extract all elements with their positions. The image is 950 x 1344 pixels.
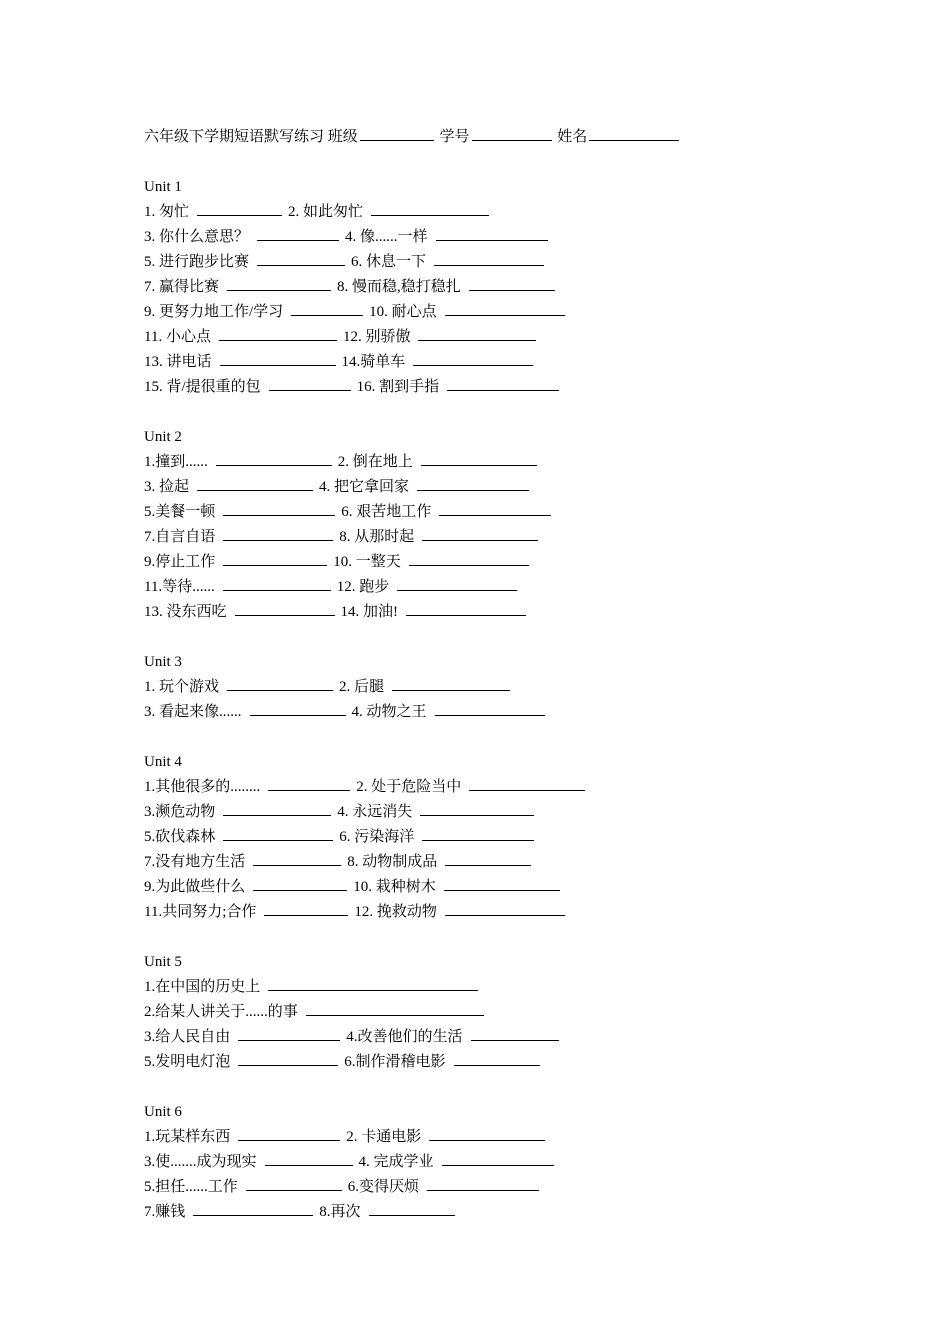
phrase-item — [144, 1175, 344, 1200]
phrase-label: 4.改善他们的生活 — [346, 1029, 463, 1045]
phrase-item — [369, 300, 567, 325]
phrase-label: 8. 慢而稳,稳打稳扎 — [337, 279, 461, 295]
phrase-label: 7. 赢得比赛 — [144, 279, 220, 295]
phrase-row — [144, 525, 844, 550]
phrase-item — [144, 550, 329, 575]
answer-blank[interactable] — [445, 864, 531, 866]
phrase-label: 1. 匆忙 — [144, 204, 190, 220]
phrase-item — [351, 250, 546, 275]
answer-blank[interactable] — [257, 239, 339, 241]
answer-blank[interactable] — [444, 889, 560, 891]
phrase-label: 1.玩某样东西 — [144, 1129, 231, 1145]
phrase-label: 7.赚钱 — [144, 1204, 186, 1220]
answer-blank[interactable] — [454, 1064, 540, 1066]
phrase-item — [144, 900, 350, 925]
answer-blank[interactable] — [442, 1164, 554, 1166]
phrase-row — [144, 1150, 844, 1175]
phrase-label: 7.没有地方生活 — [144, 854, 246, 870]
phrase-item — [144, 300, 365, 325]
phrase-row — [144, 500, 844, 525]
phrase-row — [144, 200, 844, 225]
phrase-item — [346, 1125, 547, 1150]
phrase-label: 8. 从那时起 — [339, 529, 415, 545]
phrase-row — [144, 775, 844, 800]
phrase-label: 1.其他很多的........ — [144, 779, 261, 795]
phrase-label: 2. 倒在地上 — [337, 454, 413, 470]
answer-blank[interactable] — [246, 1189, 342, 1191]
answer-blank[interactable] — [417, 489, 529, 491]
phrase-item — [144, 200, 284, 225]
answer-blank[interactable] — [421, 464, 537, 466]
unit-title: Unit 5 — [144, 954, 182, 970]
answer-blank[interactable] — [409, 564, 529, 566]
unit-section — [144, 425, 844, 625]
answer-blank[interactable] — [427, 1189, 539, 1191]
phrase-item — [144, 600, 337, 625]
phrase-label: 9.为此做些什么 — [144, 879, 246, 895]
phrase-item — [144, 675, 335, 700]
phrase-item — [339, 825, 536, 850]
phrase-label: 5.砍伐森林 — [144, 829, 216, 845]
class-blank[interactable] — [360, 139, 434, 141]
phrase-row — [144, 350, 844, 375]
phrase-item — [341, 600, 529, 625]
answer-blank[interactable] — [227, 289, 331, 291]
answer-blank[interactable] — [445, 314, 565, 316]
worksheet-page — [144, 125, 844, 1225]
phrase-row — [144, 1125, 844, 1150]
phrase-item — [346, 1025, 560, 1050]
phrase-item — [144, 275, 333, 300]
answer-blank[interactable] — [238, 1039, 340, 1041]
phrase-label: 4. 像......一样 — [345, 229, 428, 245]
phrase-label: 2. 如此匆忙 — [288, 204, 364, 220]
phrase-label: 10. 耐心点 — [369, 304, 437, 320]
phrase-row — [144, 275, 844, 300]
unit-section — [144, 175, 844, 400]
phrase-item — [354, 900, 567, 925]
phrase-item — [352, 700, 547, 725]
phrase-item — [144, 1000, 486, 1025]
answer-blank[interactable] — [418, 339, 536, 341]
answer-blank[interactable] — [435, 714, 545, 716]
phrase-label: 3. 你什么意思？ — [144, 229, 250, 245]
worksheet-title: 六年级下学期短语默写练习 — [144, 129, 325, 145]
answer-blank[interactable] — [413, 364, 533, 366]
unit-section — [144, 1100, 844, 1225]
phrase-label: 4. 永远消失 — [337, 804, 413, 820]
answer-blank[interactable] — [223, 589, 331, 591]
number-blank[interactable] — [472, 139, 552, 141]
answer-blank[interactable] — [397, 589, 517, 591]
phrase-item — [337, 275, 557, 300]
phrase-label: 10. 一整天 — [333, 554, 401, 570]
phrase-item — [144, 225, 341, 250]
answer-blank[interactable] — [257, 264, 345, 266]
phrase-row — [144, 375, 844, 400]
answer-blank[interactable] — [223, 539, 333, 541]
phrase-row — [144, 1200, 844, 1225]
phrase-row — [144, 300, 844, 325]
phrase-label: 1.在中国的历史上 — [144, 979, 261, 995]
phrase-item — [348, 1175, 541, 1200]
phrase-item — [144, 250, 347, 275]
phrase-item — [144, 1150, 355, 1175]
phrase-row — [144, 475, 844, 500]
phrase-item — [347, 850, 533, 875]
phrase-label: 4. 动物之王 — [351, 704, 427, 720]
phrase-label: 11.等待...... — [144, 579, 215, 595]
phrase-item — [144, 350, 338, 375]
phrase-label: 2. 卡通电影 — [346, 1129, 422, 1145]
phrase-row — [144, 575, 844, 600]
phrase-item — [144, 525, 335, 550]
phrase-item — [344, 1050, 541, 1075]
phrase-item — [144, 575, 333, 600]
phrase-item — [144, 450, 334, 475]
phrase-item — [341, 500, 553, 525]
phrase-label: 1. 玩个游戏 — [144, 679, 220, 695]
phrase-row — [144, 850, 844, 875]
phrase-item — [144, 700, 348, 725]
unit-title: Unit 2 — [144, 429, 182, 445]
phrase-item — [144, 975, 480, 1000]
unit-section — [144, 950, 844, 1075]
answer-blank[interactable] — [447, 389, 559, 391]
phrase-label: 4. 完成学业 — [358, 1154, 434, 1170]
answer-blank[interactable] — [436, 239, 548, 241]
phrase-row — [144, 800, 844, 825]
phrase-label: 1.撞到...... — [144, 454, 208, 470]
phrase-label: 5.美餐一顿 — [144, 504, 216, 520]
answer-blank[interactable] — [420, 814, 534, 816]
answer-blank[interactable] — [439, 514, 551, 516]
answer-blank[interactable] — [223, 564, 327, 566]
phrase-item — [144, 875, 349, 900]
phrase-row — [144, 875, 844, 900]
phrase-row — [144, 1175, 844, 1200]
unit-title: Unit 1 — [144, 179, 182, 195]
phrase-label: 3.濒危动物 — [144, 804, 216, 820]
phrase-label: 11.共同努力;合作 — [144, 904, 257, 920]
phrase-label: 3. 看起来像...... — [144, 704, 242, 720]
phrase-row — [144, 1000, 844, 1025]
number-label: 学号 — [439, 129, 470, 145]
phrase-label: 15. 背/提很重的包 — [144, 379, 261, 395]
answer-blank[interactable] — [434, 264, 544, 266]
phrase-item — [356, 775, 587, 800]
phrase-item — [144, 325, 339, 350]
answer-blank[interactable] — [238, 1064, 338, 1066]
answer-blank[interactable] — [253, 889, 347, 891]
answer-blank[interactable] — [371, 214, 489, 216]
answer-blank[interactable] — [250, 714, 346, 716]
answer-blank[interactable] — [223, 814, 331, 816]
phrase-label: 6. 艰苦地工作 — [341, 504, 432, 520]
phrase-item — [342, 350, 536, 375]
class-label: 班级 — [327, 129, 358, 145]
phrase-row — [144, 450, 844, 475]
phrase-label: 2.给某人讲关于......的事 — [144, 1004, 298, 1020]
phrase-label: 4. 把它拿回家 — [319, 479, 410, 495]
phrase-row — [144, 700, 844, 725]
phrase-item — [144, 775, 352, 800]
answer-blank[interactable] — [265, 1164, 353, 1166]
phrase-label: 3.使.......成为现实 — [144, 1154, 257, 1170]
phrase-item — [353, 875, 562, 900]
answer-blank[interactable] — [269, 389, 351, 391]
phrase-row — [144, 325, 844, 350]
answer-blank[interactable] — [253, 864, 341, 866]
phrase-item — [359, 1150, 556, 1175]
name-label: 姓名 — [557, 129, 588, 145]
phrase-item — [144, 375, 353, 400]
phrase-item — [337, 575, 520, 600]
phrase-label: 12. 跑步 — [336, 579, 390, 595]
answer-blank[interactable] — [429, 1139, 545, 1141]
phrase-label: 8.再次 — [319, 1204, 361, 1220]
unit-section — [144, 650, 844, 725]
phrase-label: 8. 动物制成品 — [347, 854, 438, 870]
answer-blank[interactable] — [469, 289, 555, 291]
phrase-label: 5.发明电灯泡 — [144, 1054, 231, 1070]
phrase-label: 12. 别骄傲 — [342, 329, 411, 345]
phrase-label: 2. 处于危险当中 — [356, 779, 462, 795]
phrase-item — [339, 675, 512, 700]
unit-title: Unit 3 — [144, 654, 182, 670]
answer-blank[interactable] — [219, 339, 337, 341]
phrase-label: 6.变得厌烦 — [347, 1179, 420, 1195]
phrase-label: 3. 捡起 — [144, 479, 190, 495]
phrase-label: 5. 进行跑步比赛 — [144, 254, 250, 270]
phrase-label: 16. 割到手指 — [356, 379, 440, 395]
phrase-label: 6. 休息一下 — [351, 254, 427, 270]
phrase-label: 13. 没东西吃 — [144, 604, 227, 620]
answer-blank[interactable] — [193, 1214, 313, 1216]
phrase-row — [144, 250, 844, 275]
worksheet-header — [144, 125, 844, 150]
unit-title: Unit 6 — [144, 1104, 182, 1120]
phrase-item — [319, 475, 531, 500]
answer-blank[interactable] — [268, 989, 478, 991]
phrase-label: 2. 后腿 — [339, 679, 385, 695]
answer-blank[interactable] — [392, 689, 510, 691]
phrase-item — [144, 850, 343, 875]
phrase-item — [343, 325, 539, 350]
phrase-item — [319, 1200, 456, 1225]
answer-blank[interactable] — [197, 214, 282, 216]
phrase-row — [144, 225, 844, 250]
answer-blank[interactable] — [471, 1039, 559, 1041]
phrase-label: 13. 讲电话 — [144, 354, 212, 370]
phrase-item — [144, 825, 335, 850]
phrase-label: 5.担任......工作 — [144, 1179, 238, 1195]
answer-blank[interactable] — [369, 1214, 455, 1216]
phrase-item — [144, 1125, 342, 1150]
phrase-label: 9. 更努力地工作/学习 — [144, 304, 284, 320]
answer-blank[interactable] — [422, 539, 538, 541]
phrase-label: 6. 污染海洋 — [339, 829, 415, 845]
answer-blank[interactable] — [197, 489, 313, 491]
answer-blank[interactable] — [406, 614, 526, 616]
phrase-label: 12. 挽救动物 — [354, 904, 437, 920]
phrase-label: 14.骑单车 — [341, 354, 406, 370]
phrase-item — [337, 800, 536, 825]
phrase-item — [144, 475, 315, 500]
phrase-item — [144, 800, 333, 825]
answer-blank[interactable] — [422, 839, 534, 841]
phrase-item — [144, 1200, 315, 1225]
answer-blank[interactable] — [227, 689, 333, 691]
answer-blank[interactable] — [268, 789, 350, 791]
phrase-item — [345, 225, 550, 250]
phrase-item — [357, 375, 562, 400]
units-container — [144, 175, 844, 1225]
phrase-row — [144, 900, 844, 925]
phrase-row — [144, 600, 844, 625]
unit-title: Unit 4 — [144, 754, 182, 770]
name-blank[interactable] — [589, 139, 679, 141]
unit-section — [144, 750, 844, 925]
answer-blank[interactable] — [291, 314, 363, 316]
phrase-row — [144, 1050, 844, 1075]
phrase-label: 7.自言自语 — [144, 529, 216, 545]
phrase-row — [144, 1025, 844, 1050]
answer-blank[interactable] — [223, 839, 333, 841]
phrase-item — [333, 550, 531, 575]
phrase-label: 14. 加油! — [340, 604, 399, 620]
answer-blank[interactable] — [469, 789, 585, 791]
phrase-item — [144, 1050, 340, 1075]
answer-blank[interactable] — [306, 1014, 484, 1016]
phrase-label: 11. 小心点 — [144, 329, 211, 345]
phrase-row — [144, 825, 844, 850]
answer-blank[interactable] — [445, 914, 565, 916]
phrase-item — [288, 200, 491, 225]
answer-blank[interactable] — [235, 614, 335, 616]
answer-blank[interactable] — [238, 1139, 340, 1141]
phrase-row — [144, 975, 844, 1000]
phrase-label: 3.给人民自由 — [144, 1029, 231, 1045]
phrase-label: 6.制作滑稽电影 — [344, 1054, 446, 1070]
answer-blank[interactable] — [216, 464, 332, 466]
phrase-item — [144, 1025, 342, 1050]
phrase-label: 10. 栽种树木 — [353, 879, 436, 895]
phrase-row — [144, 550, 844, 575]
answer-blank[interactable] — [220, 364, 336, 366]
phrase-label: 9.停止工作 — [144, 554, 216, 570]
answer-blank[interactable] — [264, 914, 348, 916]
phrase-row — [144, 675, 844, 700]
phrase-item — [338, 450, 539, 475]
answer-blank[interactable] — [223, 514, 335, 516]
phrase-item — [144, 500, 337, 525]
phrase-item — [339, 525, 540, 550]
